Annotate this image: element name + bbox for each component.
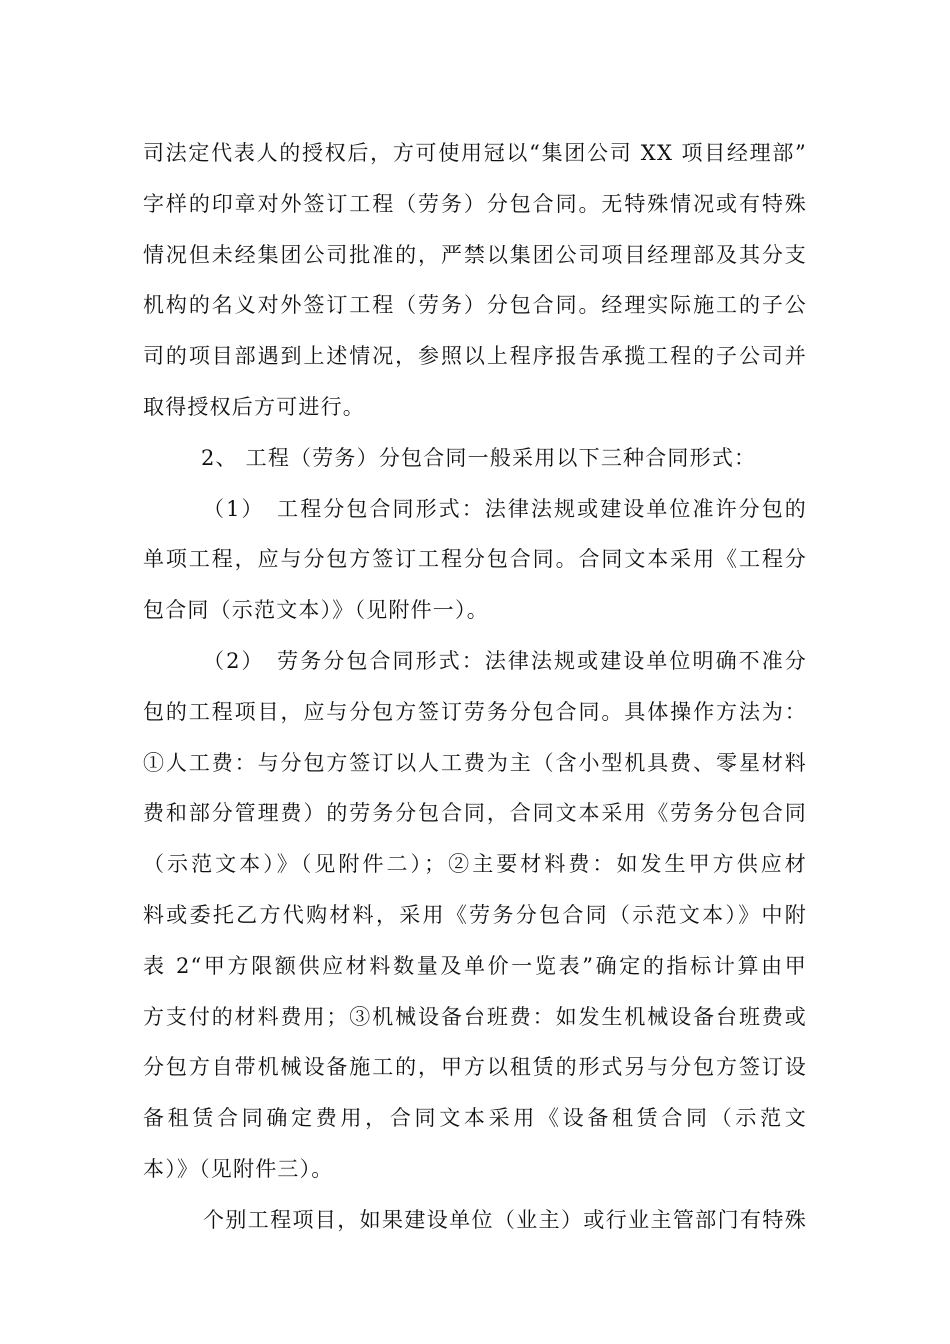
text-line: 包的工程项目，应与分包方签订劳务分包合同。具体操作方法为：: [143, 699, 807, 724]
text-line: 取得授权后方可进行。: [143, 394, 365, 419]
text-line: 料或委托乙方代购材料，采用《劳务分包合同（示范文本）》中附: [143, 902, 807, 927]
text-line: 情况但未经集团公司批准的，严禁以集团公司项目经理部及其分支: [143, 242, 807, 267]
text-line: 包合同（示范文本）》（见附件一）。: [143, 598, 489, 623]
text-line: （2） 劳务分包合同形式：法律法规或建设单位明确不准分: [203, 648, 807, 673]
text-line: 字样的印章对外签订工程（劳务）分包合同。无特殊情况或有特殊: [143, 191, 807, 216]
text-line: 个别工程项目，如果建设单位（业主）或行业主管部门有特殊: [203, 1207, 807, 1232]
text-line: 机构的名义对外签订工程（劳务）分包合同。经理实际施工的子公: [143, 293, 807, 318]
text-line: ①人工费：与分包方签订以人工费为主（含小型机具费、零星材料: [143, 750, 807, 775]
paragraph-contract-forms: [143, 433, 807, 484]
paragraph-special-projects: [143, 1195, 807, 1246]
text-line: 2、 工程（劳务）分包合同一般采用以下三种合同形式：: [201, 445, 757, 470]
document-body: [143, 128, 807, 1246]
text-line: 方支付的材料费用；③机械设备台班费：如发生机械设备台班费或: [143, 1004, 807, 1029]
paragraph-authorization: [143, 128, 807, 433]
text-line: 分包方自带机械设备施工的，甲方以租赁的形式另与分包方签订设: [143, 1055, 807, 1080]
paragraph-labor-subcontract: [143, 636, 807, 1195]
text-line: 备租赁合同确定费用，合同文本采用《设备租赁合同（示范文: [143, 1106, 807, 1131]
text-line: 本）》（见附件三）。: [143, 1156, 334, 1181]
paragraph-engineering-subcontract: [143, 484, 807, 636]
text-line: 费和部分管理费）的劳务分包合同，合同文本采用《劳务分包合同: [143, 801, 807, 826]
text-line: 表 2“甲方限额供应材料数量及单价一览表”确定的指标计算由甲: [143, 953, 807, 978]
text-line: 司法定代表人的授权后，方可使用冠以“集团公司 XX 项目经理部”: [143, 141, 807, 165]
text-line: 司的项目部遇到上述情况，参照以上程序报告承揽工程的子公司并: [143, 344, 807, 369]
text-line: 单项工程，应与分包方签订工程分包合同。合同文本采用《工程分: [143, 547, 807, 572]
text-line: （示范文本）》（见附件二）；②主要材料费：如发生甲方供应材: [143, 852, 807, 877]
text-line: （1） 工程分包合同形式：法律法规或建设单位准许分包的: [203, 496, 807, 521]
